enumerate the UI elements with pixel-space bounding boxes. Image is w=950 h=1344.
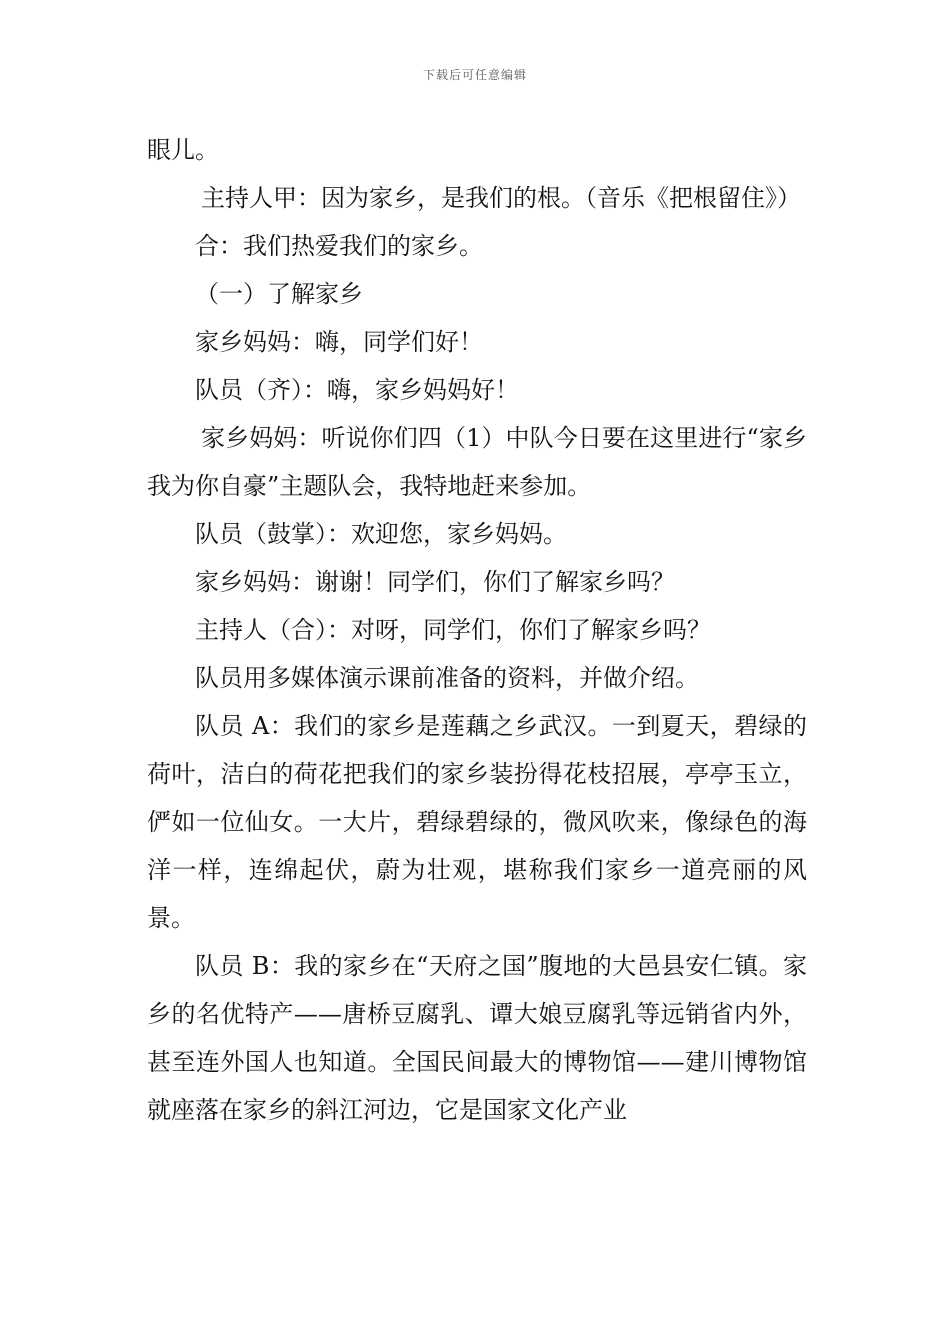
page-header: 下载后可任意编辑 — [422, 68, 527, 82]
paragraph-member-b: 队员 B：我的家乡在“天府之国”腹地的大邑县安仁镇。家乡的名优特产——唐桥豆腐乳、谭大娘豆腐乳等远销省内外，甚至连外国人也知道。全国民间最大的博物馆——建川博物馆就座落在家乡的斜江河边，它是国家文化产业 — [147, 952, 807, 1124]
paragraph-members-welcome: 队员（鼓掌）：欢迎您，家乡妈妈。 — [195, 520, 567, 548]
paragraph-hometown-mother-intro: 家乡妈妈：听说你们四（1）中队今日要在这里进行“家乡我为你自豪”主题队会，我特地赶来参加。 — [147, 424, 807, 500]
paragraph-host-a: 主持人甲：因为家乡，是我们的根。（音乐《把根留住》） — [201, 184, 801, 212]
paragraph-continuation: 眼儿。 — [147, 136, 219, 164]
paragraph-host-question: 主持人（合）：对呀，同学们，你们了解家乡吗？ — [195, 616, 711, 644]
paragraph-multimedia: 队员用多媒体演示课前准备的资料，并做介绍。 — [195, 664, 699, 692]
paragraph-chorus: 合：我们热爱我们的家乡。 — [195, 232, 483, 260]
paragraph-hometown-mother-question: 家乡妈妈：谢谢！同学们，你们了解家乡吗？ — [195, 568, 675, 596]
paragraph-members-greeting: 队员（齐）：嗨，家乡妈妈好！ — [195, 376, 519, 404]
section-heading: （一）了解家乡 — [195, 280, 363, 308]
paragraph-hometown-mother-greeting: 家乡妈妈：嗨，同学们好！ — [195, 328, 483, 356]
paragraph-member-a: 队员 A：我们的家乡是莲藕之乡武汉。一到夏天，碧绿的荷叶，洁白的荷花把我们的家乡装扮得花枝招展，亭亭玉立，俨如一位仙女。一大片，碧绿碧绿的，微风吹来，像绿色的海洋一样，连绵起伏，蔚为壮观，堪称我们家乡一道亮丽的风景。 — [147, 712, 807, 932]
document-body — [147, 126, 807, 1134]
